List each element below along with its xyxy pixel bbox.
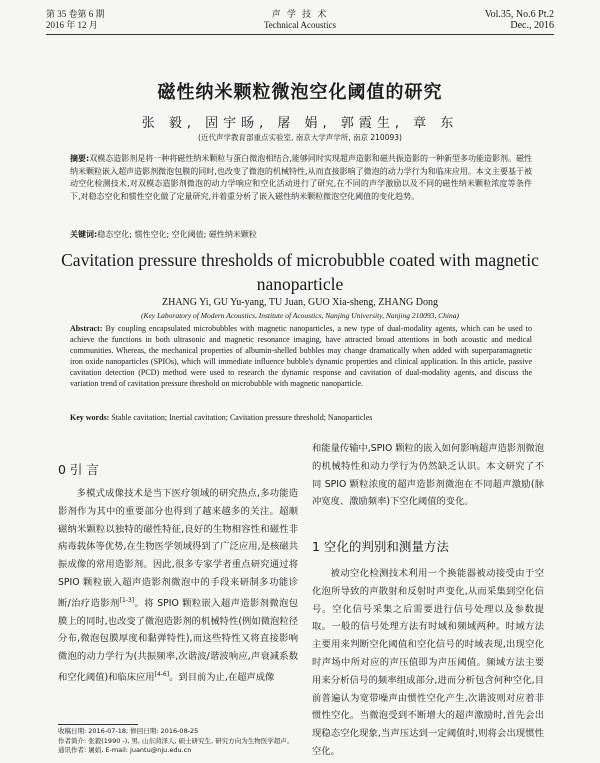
affiliation-cn: (近代声学教育部重点实验室, 南京大学声学所, 南京 210093) (198, 133, 402, 142)
abstract-en-label: Abstract: (70, 324, 103, 333)
authors-en: ZHANG Yi, GU Yu-yang, TU Juan, GUO Xia-sheng, ZHANG Dong (162, 297, 438, 308)
section-0-text-a: 多模式成像技术是当下医疗领域的研究热点,多功能造影剂作为其中的重要部分也得到了越来越多的关注。超顺磁纳米颗粒以独特的磁性特征,良好的生物相容性和磁性非病毒载体等优势,在生物医学领域得到了广泛应用,是核磁共振成像的常用造影剂。因此,很多专家学者重点研究通过将 SPIO 颗粒嵌入超声造影剂微泡中的手段来研制多功能诊断/治疗造影剂 (58, 488, 298, 609)
affiliation-en: (Key Laboratory of Modern Acoustics, Institute of Acoustics, Nanjing University, Nanjing 210093, China) (140, 311, 460, 320)
corresponding-author: 通讯作者: 屠娟, E-mail: juantu@nju.edu.cn (58, 746, 192, 754)
journal-name-en: Technical Acoustics (263, 20, 337, 30)
received-date: 收稿日期: 2016-07-18; 修回日期: 2016-08-25 (58, 727, 199, 735)
authors-cn: 张 毅, 固宇旸, 屠 娟, 郭霞生, 章 东 (141, 116, 459, 131)
volume-issue: 第 35 卷第 6 期 (46, 9, 105, 19)
intro-continued: 和能量传输中,SPIO 颗粒的嵌入如何影响超声造影剂微泡的机械特性和动力学行为仍然缺乏认识。本文研究了不同 SPIO 颗粒浓度的超声造影剂微泡在不同超声激励(脉冲宽度、激励频率)下空化阈值的变化。 (312, 443, 545, 508)
section-0-text-c: 。到目前为止,在超声成像 (169, 672, 275, 684)
keywords-en-label: Key words: (70, 413, 110, 422)
journal-name-cn: 声 学 技 术 (271, 9, 329, 19)
journal-volume-en (485, 9, 554, 31)
keywords-en (70, 412, 532, 423)
keywords-en-text: Stable cavitation; Inertial cavitation; Cavitation pressure threshold; Nanoparticles (111, 413, 373, 422)
paper-title-en: Cavitation pressure thresholds of microbubble coated with magnetic nanoparticle (61, 250, 539, 294)
paper-title-cn: 磁性纳米颗粒微泡空化阈值的研究 (157, 82, 443, 103)
section-0-heading: 0 引 言 (58, 462, 99, 477)
footnote-rule (58, 724, 138, 725)
section-0-text-b: 。将 SPIO 颗粒嵌入超声造影剂微泡包膜上的同时,也改变了微泡造影剂的机械特性(例如微泡粒径分布,微泡包膜厚度和黏弹特性),而这些特性又将直接影响微泡的动力学行为(共振频率,次谐波/谐波响应,声衰减系数和空化阈值)和临床应用 (58, 597, 298, 684)
section-1-heading: 1 空化的判别和测量方法 (312, 539, 449, 554)
issue-date-en: Dec., 2016 (510, 20, 554, 31)
journal-volume (46, 9, 105, 31)
abstract-en (70, 323, 532, 389)
abstract-cn-text: 双模态造影剂是将一种将磁性纳米颗粒与蛋白微泡相结合,能够同时实现超声造影和磁共振造影的一种新型多功能造影剂。磁性纳米颗粒嵌入超声造影剂微泡包膜的同时,也改变了微泡的机械特性,从而直接影响了微泡的动力学行为和临床应用。本文主要基于被动空化检测技术,对双模态造影剂微泡的动力学响应和空化活动进行了研究,在不同的声学激励以及不同的磁性纳米颗粒浓度等条件下,对稳态空化和惯性空化做了定量研究,并着重分析了嵌入磁性纳米颗粒微泡空化阈值的变化趋势。 (70, 154, 532, 201)
issue-date-cn: 2016 年 12 月 (46, 20, 98, 30)
journal-name (220, 9, 380, 31)
citation-1: [1-3] (119, 596, 135, 604)
abstract-cn-label: 摘要: (70, 154, 90, 163)
section-1-paragraph: 被动空化检测技术利用一个换能器被动接受由于空化泡所导致的声散射和反射时声变化,从而采集到空化信号。空化信号采集之后需要进行信号处理以及参数提取。一般的信号处理方法有时域和频域两种。时域方法主要用来判断空化阈值和空化信号的时域表现,出现空化时声场中所对应的声压值即为声压阈值。频域方法主要用来分析信号的频率组成部分,进而分析包含何种空化,目前普遍认为宽带噪声由惯性空化产生,次谐波则对应着非惯性空化。当微泡受到不断增大的超声激励时,首先会出现稳态空化现象,当声压达到一定阈值时,则将会出现惯性空化。 (312, 568, 544, 757)
keywords-cn-label: 关键词: (70, 230, 98, 239)
header-rule (46, 34, 554, 35)
author-bio: 作者简介: 张毅(1990 -), 男, 山东菏泽人, 硕士研究生, 研究方向为生物医学超声。 (58, 736, 294, 745)
footnote (58, 727, 298, 756)
abstract-cn (70, 153, 532, 203)
citation-2: [4-6] (154, 671, 170, 679)
keywords-cn (70, 229, 532, 242)
abstract-en-text: By coupling encapsulated microbubbles with magnetic nanoparticles, a new type of dual-modality agents, which can be used to achieve the functions in both ultrasonic and magnetic resonance imaging, have attracted broad attentions in both acoustic and medical communities. Whereas, the mechanical properties of albumin-shelled bubbles may change dramatically when added with superparamagnetic iron oxide nanoparticles (SPIOs), which will immediate influence bubble's dynamic properties and clinical application. In this article, passive cavitation detection (PCD) method were used to research the dynamic response and cavitation of dual-modality agents, and discuss the variation trend of cavitation pressure threshold on microbubble with magnetic nanoparticle. (70, 324, 533, 388)
keywords-cn-text: 稳态空化; 惯性空化; 空化阈值; 磁性纳米颗粒 (97, 230, 257, 239)
volume-issue-en: Vol.35, No.6 Pt.2 (484, 9, 554, 20)
section-0-paragraph (58, 485, 298, 687)
